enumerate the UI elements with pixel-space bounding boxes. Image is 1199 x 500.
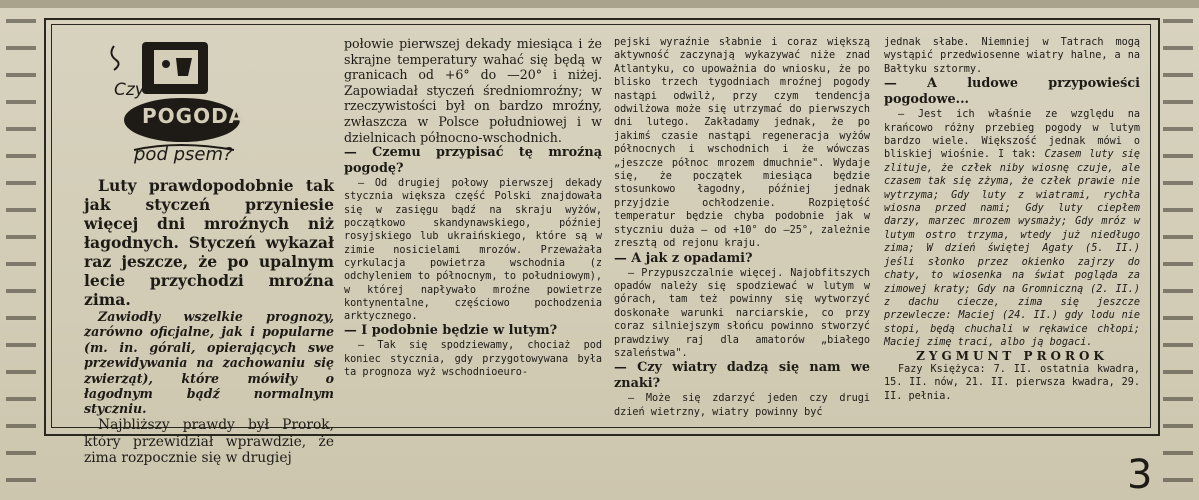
col3-paragraph-3: — Może się zdarzyć jeden czy drugi dzień wietrzny, wiatry powinny być xyxy=(614,393,870,418)
question-4: — Czy wiatry dadzą się nam we znaki? xyxy=(614,360,870,392)
binding-left xyxy=(6,10,36,492)
column-1 xyxy=(84,36,334,467)
question-1: — Czemu przypisać tę mroźną pogodę? xyxy=(344,145,602,177)
top-edge xyxy=(0,0,1199,8)
lead-paragraph-3: Najbliższy prawdy był Prorok, który przewidział wprawdzie, że zima rozpocznie się w drugiej xyxy=(84,416,334,467)
question-3: — A jak z opadami? xyxy=(614,250,753,266)
logo-line1: Czy xyxy=(114,80,145,100)
logo-line3: pod psem? xyxy=(134,144,233,165)
col4-paragraph-2 xyxy=(884,108,1140,349)
col2-paragraph-2: — Od drugiej połowy pierwszej dekady stycznia większa część Polski znajdowała się w zasięgu bądź na skraju wyżów, początkowo skandynawskiego, później rosyjskiego lub ukraińskiego, które są w zimie nosicielami mrozów. Przeważała cyrkulacja powietrza wschodnia (z odchyleniem to północnym, to południowym), w której napływało mroźne powietrze kontynentalne, częściowo pochodzenia arktycznego. xyxy=(344,178,602,323)
col2-paragraph-1: połowie pierwszej dekady miesiąca i że skrajne temperatury wahać się będą w granicach od +6° do —20° i niżej. Zapowiadał styczeń średniomroźny; w rzeczywistości był on bardzo mroźny, zwłaszcza w Polsce południowej i w dzielnicach północno-wschodnich. xyxy=(344,36,602,145)
column-4 xyxy=(884,36,1140,403)
title-logo xyxy=(84,36,334,176)
logo-line2: POGODA xyxy=(142,104,246,128)
lead-paragraph: Luty prawdopodobnie tak jak styczeń przyniesie więcej dni mroźnych niż łagodnych. Styczeń wykazał raz jeszcze, że po upalnym lecie przychodzi mroźna zima. xyxy=(84,176,334,309)
col4-paragraph-2-intro: — Jest ich właśnie ze względu na krańcowo różny przebieg pogody w lutym bardzo wiele. Większość jednak mówi o bliskiej wiośnie. I tak: xyxy=(884,109,1140,161)
binding-right xyxy=(1163,10,1193,492)
col2-paragraph-3: — Tak się spodziewamy, chociaż pod koniec stycznia, gdy przygotowywana była ta prognoza wyż wschodnioeuro- xyxy=(344,340,602,379)
lead-paragraph-2: Zawiodły wszelkie prognozy, zarówno oficjalne, jak i popularne (m. in. górali, opierających swe przewidywania na zachowaniu się zwierząt), które mówiły o łagodnym bądź normalnym styczniu. xyxy=(84,309,334,417)
col3-paragraph-2: — Przypuszczalnie więcej. Najobfitszych opadów należy się spodziewać w lutym w górach, tam też powinny się wytworzyć doskonałe warunki narciarskie, co przy coraz silniejszym słońcu powinno stworzyć prawdziwy raj dla amatorów „białego szaleństwa". xyxy=(614,267,870,359)
question-2: — I podobnie będzie w lutym? xyxy=(344,323,558,339)
author-signature: ZYGMUNT PROROK xyxy=(916,348,1108,363)
proverbs: Czasem luty się zlituje, że człek niby wiosnę czuje, ale czasem tak się zżyma, że człek prawie nie wytrzyma; Gdy luty z wiatrami, rychła wiosna przed nami; Gdy luty ciepłem darzy, marzec mrozem wysmaży; Gdy mróz w lutym ostro trzyma, wtedy już niedługo zima; W dzień świętej Agaty (5. II.) jeśli słonko przez okienko zajrzy do chaty, to wiosenka na świat pogląda za zimowej kraty; Gdy na Gromniczną (2. II.) z dachu ciecze, zima się jeszcze przewlecze: Maciej (24. II.) gdy lodu nie stopi, będą chuchali w rękawice chłopi; Maciej zimę traci, albo ją bogaci. xyxy=(884,149,1140,349)
column-3 xyxy=(614,36,870,419)
moon-phases: Fazy Księżyca: 7. II. ostatnia kwadra, 15. II. nów, 21. II. pierwsza kwadra, 29. II. pełnia. xyxy=(884,363,1140,402)
question-5: — A ludowe przypowieści pogodowe... xyxy=(884,76,1140,108)
col3-paragraph-1: pejski wyraźnie słabnie i coraz większą aktywność zaczynają wykazywać niże znad Atlantyku, co upoważnia do wniosku, że po blisko trzech tygodniach mroźnej pogody nastąpi odwilż, przy czym tendencja odwilżowa może się utrzymać do pierwszych dni lutego. Zakładamy jednak, że po jakimś czasie nastąpi regeneracja wyżów północnych i wschodnich i że wówczas „jeszcze północ mrozem dmuchnie". Wydaje się, że początek miesiąca będzie stosunkowo łagodny, później jednak przyjdzie ochłodzenie. Rozpiętość temperatur będzie chyba podobnie jak w styczniu duża — od +10° do —25°, zależnie zresztą od rejonu kraju. xyxy=(614,37,870,250)
col4-paragraph-1: jednak słabe. Niemniej w Tatrach mogą wystąpić przedwiosenne wiatry halne, a na Bałtyku sztormy. xyxy=(884,37,1140,75)
column-2 xyxy=(344,36,602,379)
page-number: 3 xyxy=(1127,452,1153,498)
